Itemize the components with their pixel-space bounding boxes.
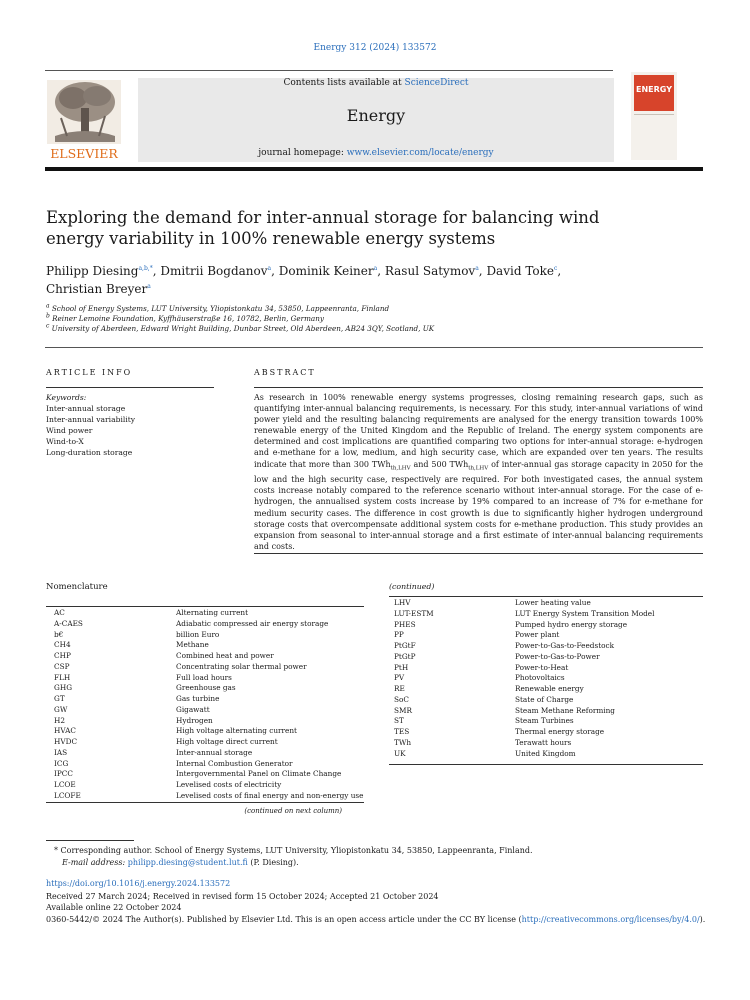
nomenclature-row: [46, 630, 364, 641]
email-line: [54, 857, 674, 869]
cover-line: [634, 114, 674, 115]
nomenclature-definition: Adiabatic compressed air energy storage: [176, 618, 329, 628]
homepage-prefix: journal homepage:: [258, 148, 347, 158]
nomenclature-abbreviation: GT: [54, 694, 65, 703]
author-affil-mark[interactable]: a,b,*: [138, 265, 153, 272]
homepage-link[interactable]: www.elsevier.com/locate/energy: [346, 148, 494, 158]
license-prefix: 0360-5442/© 2024 The Author(s). Published by Elsevier Ltd. This is an open access article under the CC BY license (: [46, 914, 522, 924]
sciencedirect-link[interactable]: ScienceDirect: [404, 78, 469, 88]
author-name[interactable]: David Toke: [486, 264, 554, 278]
continued-label: (continued): [389, 582, 435, 591]
nomenclature-definition: High voltage alternating current: [176, 726, 297, 736]
nomenclature-abbreviation: HVDC: [54, 737, 78, 746]
nomenclature-row: [46, 769, 364, 780]
nomenclature-definition: Photovoltaics: [515, 673, 565, 683]
keyword: Wind-to-X: [46, 437, 84, 446]
nomenclature-definition: United Kingdom: [515, 748, 576, 758]
nomenclature-abbreviation: TES: [394, 727, 410, 736]
nomenclature-abbreviation: PtH: [394, 662, 409, 672]
nomenclature-row: [46, 608, 364, 619]
abstract-part: As research in 100% renewable energy systems progresses, closing remaining research gaps, such as quantifying inter-annual balancing requirements, is necessary. For this study, inter-annual variations of wind power yield and the resulting balancing requirements are analysed for the energy transition towards 100% renewable energy of the United Kingdom and the Republic of Ireland. The energy system components are determined and cost implications are quantified comparing two options for inter-annual storage: e-hydrogen and e-methane for a low, medium, and high security case, which are expanded over ten years. The results indicate that more than 300 TWh: [254, 393, 703, 469]
nomenclature-abbreviation: GHG: [54, 683, 73, 693]
nomenclature-definition: Internal Combustion Generator: [176, 758, 293, 768]
abstract-heading: ABSTRACT: [254, 368, 316, 377]
nomenclature-row: [46, 683, 364, 694]
nomenclature-abbreviation: PtGtF: [394, 641, 416, 650]
nomenclature-row: [389, 598, 703, 609]
nomenclature-row: [389, 738, 703, 749]
nomenclature-definition: Concentrating solar thermal power: [176, 661, 307, 671]
nomenclature-definition: Power-to-Heat: [515, 662, 569, 672]
nomenclature-abbreviation: AC: [54, 608, 65, 617]
nomenclature-abbreviation: GW: [54, 704, 68, 714]
nomenclature-bottom-rule: [46, 802, 364, 803]
author-name[interactable]: Philipp Diesing: [46, 264, 139, 278]
license-line: [46, 914, 706, 925]
abstract-part: of inter-annual gas storage capacity in 2050 for the low and the high security case, respectively are required. For both investigated cases, the annual system costs increase notably compared to the reference scenario without inter-annual storage. For the case of e-hydrogen, the annualised system costs increase by 19% compared to an increase of 7% for e-methane for medium security cases. The difference in cost growth is due to significantly higher hydrogen underground storage costs that overcompensate additional system costs for e-methane production. This study provides an expansion from seasonal to inter-annual storage and a first estimate of inter-annual balancing requirements and costs.: [254, 459, 703, 551]
nomenclature-row: [389, 673, 703, 684]
article-info-heading: ARTICLE INFO: [46, 368, 133, 377]
license-suffix: ).: [699, 914, 706, 924]
nomenclature-definition: Power-to-Gas-to-Power: [515, 651, 600, 661]
affiliation-mark: c: [46, 322, 50, 330]
nomenclature-definition: Greenhouse gas: [176, 683, 236, 693]
journal-reference[interactable]: Energy 312 (2024) 133572: [313, 43, 437, 53]
nomenclature-row: [46, 640, 364, 651]
abstract-subscript: th,LHV: [390, 465, 411, 472]
cover-title: ENERGY: [636, 85, 672, 94]
affiliation: [46, 324, 646, 334]
nomenclature-abbreviation: ST: [394, 716, 404, 726]
nomenclature-abbreviation: b€: [54, 629, 64, 639]
nomenclature-row: [46, 662, 364, 673]
nomenclature-definition: Alternating current: [176, 608, 249, 617]
nomenclature-definition: Terawatt hours: [515, 737, 572, 747]
nomenclature-definition: High voltage direct current: [176, 737, 278, 746]
article-title: Exploring the demand for inter-annual storage for balancing wind energy variability in 100% renewable energy systems: [46, 208, 600, 248]
nomenclature-definition: Levelised costs of electricity: [176, 780, 282, 789]
nomenclature-abbreviation: H2: [54, 715, 66, 725]
affiliations: [46, 304, 646, 334]
affiliation: [46, 304, 646, 314]
affiliation-text: Reiner Lemoine Foundation, Kyffhäuserstraße 16, 10782, Berlin, Germany: [52, 314, 324, 323]
nomenclature-abbreviation: LHV: [394, 598, 411, 607]
contents-prefix: Contents lists available at: [283, 78, 405, 88]
nomenclature-definition: Thermal energy storage: [515, 727, 605, 736]
author-list: Philipp Diesing$^{a,b,*}$, Dmitrii Bogdanov$^a$, Dominik Keiner$^a$, Rasul Satymov$^a$, David Toke$^c$, Christian Breyer$^a$: [46, 264, 562, 296]
nomenclature-row: [46, 651, 364, 662]
nomenclature-row: [389, 684, 703, 695]
nomenclature-definition: Full load hours: [176, 672, 232, 682]
nomenclature-abbreviation: CH4: [54, 640, 71, 650]
affiliation-text: School of Energy Systems, LUT University, Yliopistonkatu 34, 53850, Lappeenranta, Finland: [51, 304, 390, 313]
header-top-rule: [45, 70, 613, 71]
nomenclature-definition: Pumped hydro energy storage: [515, 619, 628, 629]
journal-name: Energy: [346, 106, 406, 125]
nomenclature-abbreviation: ICG: [54, 758, 69, 768]
nomenclature-abbreviation: LCOE: [54, 780, 76, 789]
nomenclature-row: [389, 620, 703, 631]
nomenclature-row: [389, 695, 703, 706]
nomenclature-row: [46, 673, 364, 684]
nomenclature-definition: Lower heating value: [515, 598, 591, 607]
nomenclature-row: [46, 748, 364, 759]
nomenclature-abbreviation: CSP: [54, 661, 70, 671]
nomenclature-abbreviation: RE: [394, 684, 405, 693]
keyword: Long-duration storage: [46, 448, 133, 457]
nomenclature-definition: Gigawatt: [176, 704, 210, 714]
affiliation: [46, 314, 646, 324]
corresponding-author-note: [54, 845, 674, 857]
nomenclature-row: [389, 706, 703, 717]
author-affil-mark[interactable]: a: [373, 265, 378, 272]
abstract-bottom-rule: [254, 553, 703, 554]
affiliation-mark: b: [46, 312, 50, 320]
nomenclature-row: [389, 641, 703, 652]
license-link[interactable]: http://creativecommons.org/licenses/by/4.0/: [521, 914, 700, 924]
keyword: Inter-annual variability: [46, 415, 136, 424]
nomenclature-row: [46, 759, 364, 770]
nomenclature-row: [389, 727, 703, 738]
nomenclature-abbreviation: LCOFE: [54, 790, 81, 800]
author-name[interactable]: Christian Breyer: [46, 282, 148, 296]
keyword: Inter-annual storage: [46, 404, 126, 413]
nomenclature-rule: [46, 606, 364, 607]
nomenclature-left-body: [46, 608, 364, 802]
nomenclature-definition: State of Charge: [515, 694, 574, 704]
keyword: Wind power: [46, 426, 93, 435]
nomenclature-definition: LUT Energy System Transition Model: [515, 608, 655, 618]
nomenclature-definition: Steam Turbines: [515, 716, 574, 726]
nomenclature-row: [389, 609, 703, 620]
nomenclature-title: Nomenclature: [46, 582, 108, 592]
elsevier-logo: [45, 78, 123, 162]
author-affil-mark[interactable]: c: [554, 265, 558, 272]
nomenclature-right-bottom-rule: [389, 764, 703, 765]
nomenclature-row: [389, 630, 703, 641]
footnote-rule: [46, 840, 134, 841]
author-affil-mark[interactable]: a: [267, 265, 272, 272]
online-line: Available online 22 October 2024: [46, 903, 182, 913]
nomenclature-abbreviation: PP: [394, 630, 404, 640]
publisher-name: ELSEVIER: [50, 146, 118, 161]
nomenclature-row: [46, 619, 364, 630]
received-line: Received 27 March 2024; Received in revised form 15 October 2024; Accepted 21 October 2024: [46, 892, 439, 901]
nomenclature-definition: Renewable energy: [515, 684, 584, 693]
nomenclature-abbreviation: SoC: [394, 694, 409, 704]
nomenclature-abbreviation: HVAC: [54, 726, 76, 736]
nomenclature-abbreviation: IPCC: [54, 769, 73, 779]
nomenclature-right-body: [389, 598, 703, 759]
section-divider: [45, 347, 703, 348]
nomenclature-definition: Intergovernmental Panel on Climate Change: [176, 769, 342, 779]
nomenclature-abbreviation: TWh: [394, 737, 412, 747]
nomenclature-definition: Power-to-Gas-to-Feedstock: [515, 641, 615, 650]
nomenclature-table-left: [46, 608, 364, 802]
nomenclature-row: [46, 726, 364, 737]
nomenclature-row: [46, 716, 364, 727]
footnote-text: Corresponding author. School of Energy Systems, LUT University, Yliopistonkatu 34, 53850, Lappeenranta, Finland.: [60, 846, 533, 855]
nomenclature-row: [46, 737, 364, 748]
nomenclature-row: [389, 663, 703, 674]
article-info-rule: [46, 387, 214, 388]
abstract-part: and 500 TWh: [410, 459, 469, 469]
journal-cover-thumbnail[interactable]: [631, 72, 677, 160]
nomenclature-row: [389, 716, 703, 727]
nomenclature-abbreviation: SMR: [394, 705, 412, 715]
author-name[interactable]: Dominik Keiner: [278, 264, 374, 278]
contents-line: [138, 78, 614, 88]
email-link[interactable]: philipp.diesing@student.lut.fi: [127, 858, 248, 867]
nomenclature-abbreviation: A-CAES: [54, 618, 83, 628]
nomenclature-row: [46, 780, 364, 791]
nomenclature-definition: Power plant: [515, 630, 560, 640]
affiliation-mark: a: [46, 302, 50, 310]
nomenclature-abbreviation: UK: [394, 748, 406, 758]
nomenclature-abbreviation: LUT-ESTM: [394, 608, 434, 618]
nomenclature-definition: Levelised costs of final energy and non-energy use: [176, 790, 364, 800]
email-suffix: (P. Diesing).: [247, 858, 299, 867]
nomenclature-definition: billion Euro: [176, 629, 220, 639]
abstract-rule: [254, 387, 703, 388]
nomenclature-row: [389, 749, 703, 760]
nomenclature-definition: Gas turbine: [176, 694, 220, 703]
nomenclature-abbreviation: PtGtP: [394, 651, 416, 661]
keywords-block: [46, 392, 216, 458]
nomenclature-abbreviation: PV: [394, 673, 405, 683]
article-dates: [46, 891, 706, 925]
abstract-subscript: th,LHV: [468, 465, 489, 472]
footnote: [54, 845, 674, 869]
nomenclature-definition: Inter-annual storage: [176, 747, 253, 757]
nomenclature-table-right: [389, 598, 703, 759]
affiliation-text: University of Aberdeen, Edward Wright Building, Dunbar Street, Old Aberdeen, AB24 3QY, Scotland, UK: [51, 324, 435, 333]
nomenclature-abbreviation: FLH: [54, 672, 71, 682]
author-name[interactable]: Dmitrii Bogdanov: [160, 264, 268, 278]
author-affil-mark[interactable]: a: [147, 283, 151, 290]
nomenclature-definition: Methane: [176, 640, 209, 650]
nomenclature-row: [46, 791, 364, 802]
continued-next-note: (continued on next column): [244, 807, 342, 815]
footnote-mark: *: [54, 846, 58, 855]
abstract-text: [254, 392, 703, 552]
header-bottom-rule: [45, 167, 703, 171]
nomenclature-definition: Hydrogen: [176, 715, 213, 725]
author-name[interactable]: Rasul Satymov: [384, 264, 476, 278]
email-label: E-mail address:: [62, 858, 126, 867]
nomenclature-definition: Steam Methane Reforming: [515, 705, 615, 715]
author-affil-mark[interactable]: a: [475, 265, 479, 272]
nomenclature-right-rule: [389, 596, 703, 597]
doi-link[interactable]: https://doi.org/10.1016/j.energy.2024.133572: [46, 879, 231, 888]
homepage-line: [138, 148, 614, 158]
nomenclature-abbreviation: CHP: [54, 651, 71, 660]
nomenclature-row: [389, 652, 703, 663]
keywords-label: Keywords:: [46, 393, 87, 402]
nomenclature-abbreviation: IAS: [54, 747, 68, 757]
nomenclature-row: [46, 694, 364, 705]
nomenclature-abbreviation: PHES: [394, 619, 416, 629]
nomenclature-row: [46, 705, 364, 716]
nomenclature-definition: Combined heat and power: [176, 651, 274, 660]
